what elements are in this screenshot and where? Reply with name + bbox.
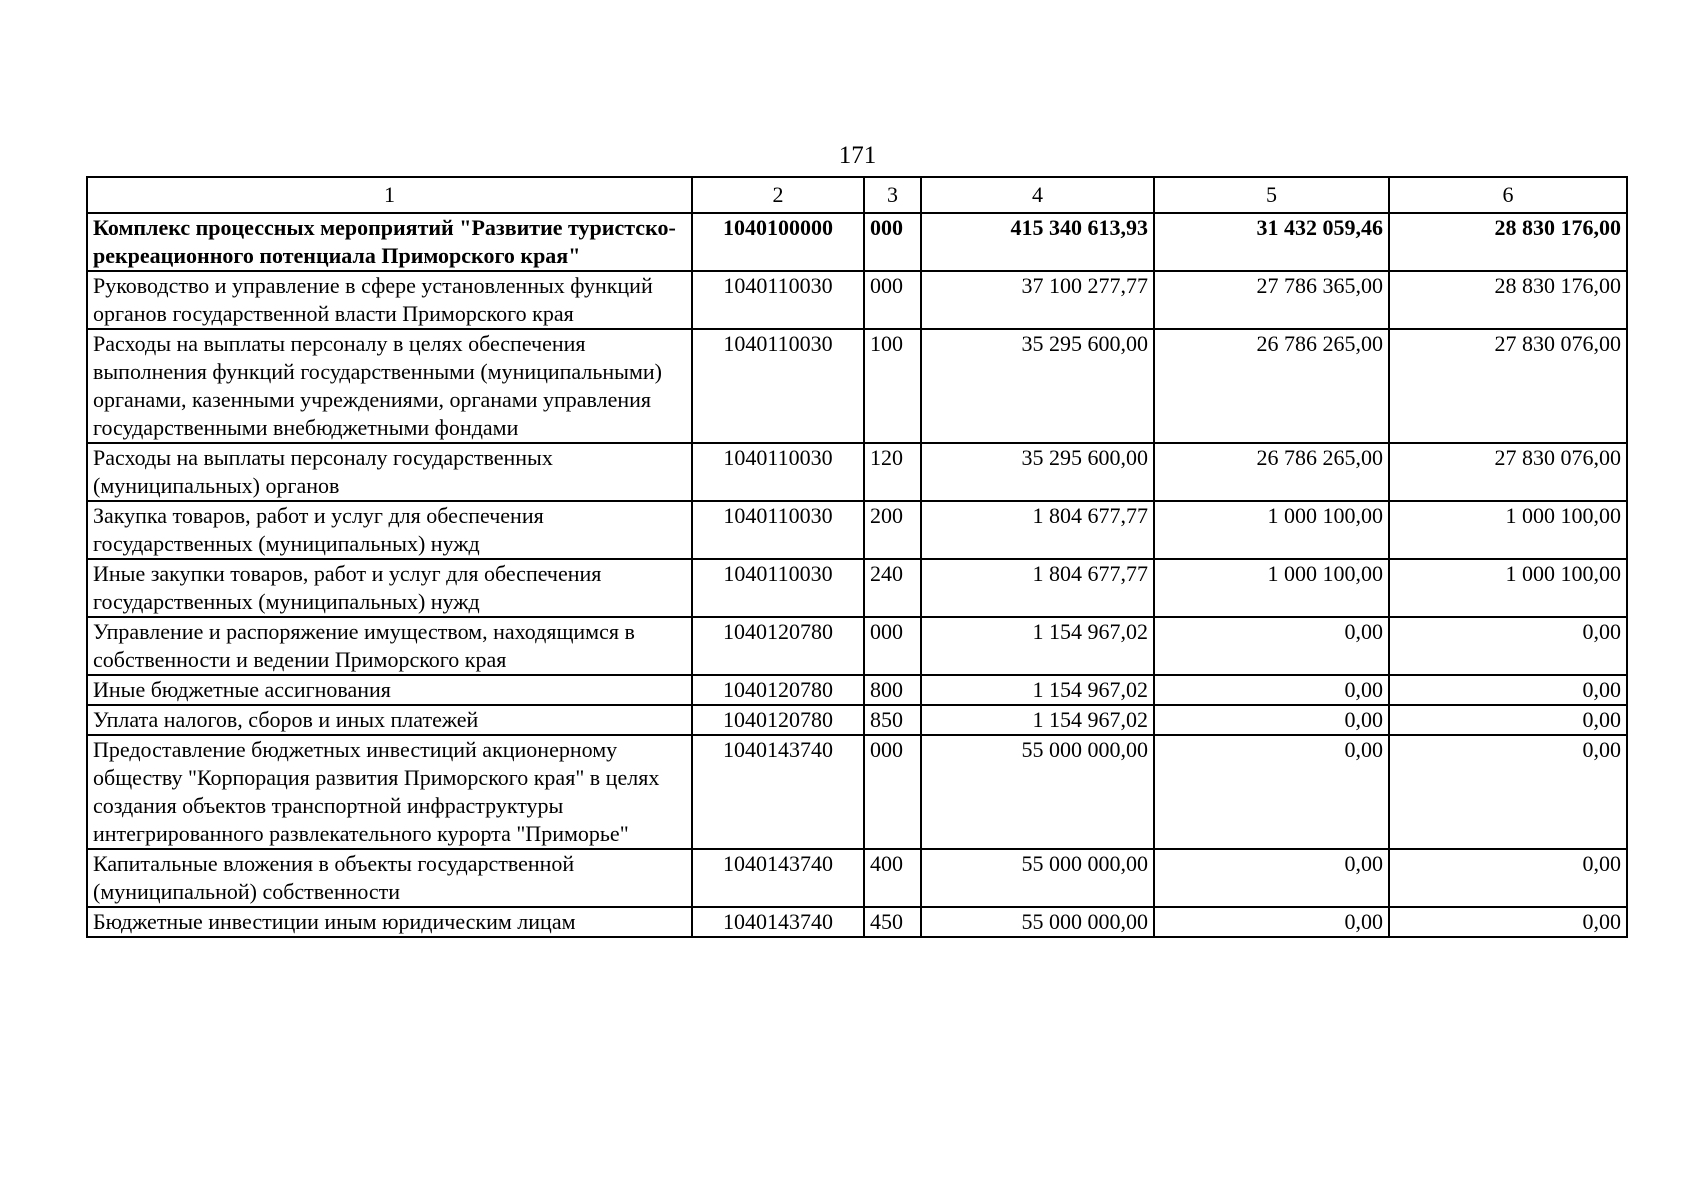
row-expense-type: 800 bbox=[864, 675, 921, 705]
row-name: Капитальные вложения в объекты государственной (муниципальной) собственности bbox=[87, 849, 692, 907]
row-amount-col4: 415 340 613,93 bbox=[921, 213, 1154, 271]
column-header-2: 2 bbox=[692, 177, 864, 213]
table-row bbox=[87, 617, 1627, 675]
table-row bbox=[87, 849, 1627, 907]
row-amount-col4: 1 154 967,02 bbox=[921, 617, 1154, 675]
row-amount-col5: 0,00 bbox=[1154, 907, 1389, 937]
row-amount-col5: 0,00 bbox=[1154, 705, 1389, 735]
table-row bbox=[87, 735, 1627, 849]
column-header-5: 5 bbox=[1154, 177, 1389, 213]
table-row bbox=[87, 213, 1627, 271]
row-expense-type: 000 bbox=[864, 617, 921, 675]
table-row bbox=[87, 443, 1627, 501]
row-amount-col6: 0,00 bbox=[1389, 849, 1627, 907]
row-name: Расходы на выплаты персоналу государственных (муниципальных) органов bbox=[87, 443, 692, 501]
row-amount-col5: 26 786 265,00 bbox=[1154, 329, 1389, 443]
row-amount-col4: 55 000 000,00 bbox=[921, 849, 1154, 907]
row-code: 1040120780 bbox=[692, 675, 864, 705]
row-amount-col6: 0,00 bbox=[1389, 907, 1627, 937]
row-amount-col4: 37 100 277,77 bbox=[921, 271, 1154, 329]
row-amount-col6: 28 830 176,00 bbox=[1389, 213, 1627, 271]
table-row bbox=[87, 907, 1627, 937]
row-code: 1040110030 bbox=[692, 271, 864, 329]
row-amount-col4: 55 000 000,00 bbox=[921, 907, 1154, 937]
row-amount-col5: 31 432 059,46 bbox=[1154, 213, 1389, 271]
budget-table bbox=[86, 176, 1628, 938]
page-number: 171 bbox=[838, 142, 877, 169]
row-amount-col6: 0,00 bbox=[1389, 675, 1627, 705]
row-expense-type: 200 bbox=[864, 501, 921, 559]
row-amount-col6: 27 830 076,00 bbox=[1389, 329, 1627, 443]
table-row bbox=[87, 271, 1627, 329]
row-code: 1040110030 bbox=[692, 443, 864, 501]
table-row bbox=[87, 705, 1627, 735]
row-amount-col5: 0,00 bbox=[1154, 617, 1389, 675]
row-expense-type: 000 bbox=[864, 213, 921, 271]
table-row bbox=[87, 675, 1627, 705]
row-amount-col6: 0,00 bbox=[1389, 617, 1627, 675]
row-expense-type: 400 bbox=[864, 849, 921, 907]
column-header-6: 6 bbox=[1389, 177, 1627, 213]
row-name: Расходы на выплаты персоналу в целях обеспечения выполнения функций государственными (муниципальными) органами, казенными учреждениями, органами управления государственными внебюджетными фондами bbox=[87, 329, 692, 443]
row-amount-col5: 1 000 100,00 bbox=[1154, 501, 1389, 559]
row-amount-col4: 1 804 677,77 bbox=[921, 501, 1154, 559]
row-amount-col4: 35 295 600,00 bbox=[921, 329, 1154, 443]
row-name: Предоставление бюджетных инвестиций акционерному обществу "Корпорация развития Приморского края" в целях создания объектов транспортной инфраструктуры интегрированного развлекательного курорта "Приморье" bbox=[87, 735, 692, 849]
row-name: Закупка товаров, работ и услуг для обеспечения государственных (муниципальных) нужд bbox=[87, 501, 692, 559]
table-row bbox=[87, 329, 1627, 443]
row-expense-type: 850 bbox=[864, 705, 921, 735]
row-amount-col4: 1 154 967,02 bbox=[921, 705, 1154, 735]
row-code: 1040143740 bbox=[692, 735, 864, 849]
row-amount-col5: 0,00 bbox=[1154, 735, 1389, 849]
row-code: 1040110030 bbox=[692, 329, 864, 443]
row-amount-col5: 1 000 100,00 bbox=[1154, 559, 1389, 617]
row-expense-type: 120 bbox=[864, 443, 921, 501]
row-amount-col5: 0,00 bbox=[1154, 849, 1389, 907]
header-row bbox=[87, 177, 1627, 213]
row-amount-col4: 55 000 000,00 bbox=[921, 735, 1154, 849]
row-code: 1040120780 bbox=[692, 617, 864, 675]
row-expense-type: 000 bbox=[864, 271, 921, 329]
row-name: Управление и распоряжение имуществом, находящимся в собственности и ведении Приморского края bbox=[87, 617, 692, 675]
row-name: Руководство и управление в сфере установленных функций органов государственной власти Приморского края bbox=[87, 271, 692, 329]
row-amount-col6: 0,00 bbox=[1389, 705, 1627, 735]
row-name: Комплекс процессных мероприятий "Развитие туристско-рекреационного потенциала Приморского края" bbox=[87, 213, 692, 271]
table-row bbox=[87, 501, 1627, 559]
row-amount-col4: 1 154 967,02 bbox=[921, 675, 1154, 705]
row-code: 1040143740 bbox=[692, 849, 864, 907]
row-amount-col6: 1 000 100,00 bbox=[1389, 501, 1627, 559]
table-row bbox=[87, 559, 1627, 617]
row-amount-col6: 0,00 bbox=[1389, 735, 1627, 849]
row-amount-col5: 0,00 bbox=[1154, 675, 1389, 705]
row-amount-col4: 1 804 677,77 bbox=[921, 559, 1154, 617]
row-code: 1040120780 bbox=[692, 705, 864, 735]
row-expense-type: 240 bbox=[864, 559, 921, 617]
row-expense-type: 100 bbox=[864, 329, 921, 443]
row-amount-col4: 35 295 600,00 bbox=[921, 443, 1154, 501]
row-amount-col6: 1 000 100,00 bbox=[1389, 559, 1627, 617]
row-name: Иные бюджетные ассигнования bbox=[87, 675, 692, 705]
column-header-4: 4 bbox=[921, 177, 1154, 213]
row-code: 1040110030 bbox=[692, 559, 864, 617]
column-header-1: 1 bbox=[87, 177, 692, 213]
row-amount-col6: 27 830 076,00 bbox=[1389, 443, 1627, 501]
row-expense-type: 000 bbox=[864, 735, 921, 849]
row-expense-type: 450 bbox=[864, 907, 921, 937]
column-header-3: 3 bbox=[864, 177, 921, 213]
row-name: Бюджетные инвестиции иным юридическим лицам bbox=[87, 907, 692, 937]
row-amount-col5: 27 786 365,00 bbox=[1154, 271, 1389, 329]
row-code: 1040110030 bbox=[692, 501, 864, 559]
row-amount-col6: 28 830 176,00 bbox=[1389, 271, 1627, 329]
row-name: Иные закупки товаров, работ и услуг для обеспечения государственных (муниципальных) нужд bbox=[87, 559, 692, 617]
row-name: Уплата налогов, сборов и иных платежей bbox=[87, 705, 692, 735]
row-code: 1040100000 bbox=[692, 213, 864, 271]
row-code: 1040143740 bbox=[692, 907, 864, 937]
row-amount-col5: 26 786 265,00 bbox=[1154, 443, 1389, 501]
